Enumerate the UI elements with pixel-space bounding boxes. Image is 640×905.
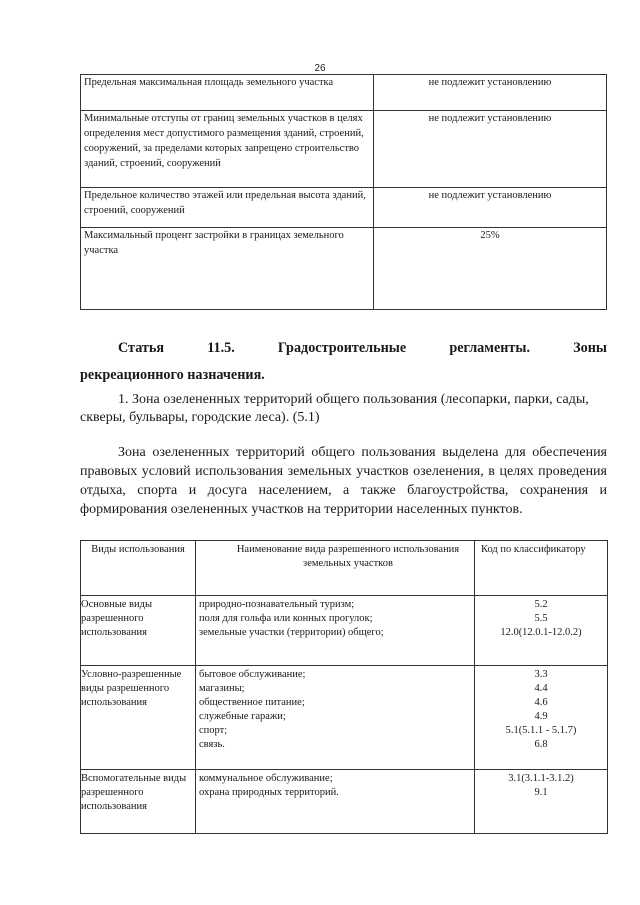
code-item: 5.5 <box>534 613 548 624</box>
code-item: 5.2 <box>534 599 548 610</box>
page-number: 26 <box>314 63 326 74</box>
category-cell: Вспомогательные виды разрешенного использования <box>81 770 196 834</box>
table-row <box>81 111 607 188</box>
header-use-name-text: Наименование вида разрешенного использования земельных участков <box>236 544 460 569</box>
table-row <box>81 75 607 111</box>
code-item: 3.3 <box>534 669 548 680</box>
list-item: земельные участки (территории) общего; <box>199 627 384 638</box>
table-row <box>81 666 608 770</box>
codes-cell <box>475 770 608 834</box>
param-cell: Предельная максимальная площадь земельного участка <box>81 75 374 111</box>
codes-cell <box>475 666 608 770</box>
list-item: общественное питание; <box>199 697 305 708</box>
value-cell: не подлежит установлению <box>374 111 607 188</box>
heading-word: Градостроительные <box>277 340 407 356</box>
list-item: поля для гольфа или конных прогулок; <box>199 613 373 624</box>
category-cell: Условно-разрешенные виды разрешенного использования <box>81 666 196 770</box>
list-item: природно-познавательный туризм; <box>199 599 355 610</box>
code-item: 4.9 <box>534 711 548 722</box>
article-heading-line2: рекреационного назначения. <box>80 367 265 383</box>
table-header-row <box>81 541 608 596</box>
heading-word: Статья <box>118 340 165 356</box>
param-cell: Максимальный процент застройки в границах земельного участка <box>81 228 374 310</box>
article-heading <box>80 340 607 357</box>
param-cell: Предельное количество этажей или предельная высота зданий, строений, сооружений <box>81 188 374 228</box>
code-item: 5.1(5.1.1 - 5.1.7) <box>505 725 577 736</box>
table-row <box>81 188 607 228</box>
value-cell: 25% <box>374 228 607 310</box>
list-item: магазины; <box>199 683 245 694</box>
list-item: бытовое обслуживание; <box>199 669 306 680</box>
header-use-name <box>196 541 475 596</box>
param-cell: Минимальные отступы от границ земельных участков в целях определения мест допустимого размещения зданий, строений, сооружений, за пределами которых запрещено строительство зданий, строений, сооружений <box>81 111 374 188</box>
codes-cell <box>475 596 608 666</box>
value-cell: не подлежит установлению <box>374 188 607 228</box>
items-cell <box>196 666 475 770</box>
list-item: коммунальное обслуживание; <box>199 773 333 784</box>
items-cell <box>196 596 475 666</box>
code-item: 3.1(3.1.1-3.1.2) <box>508 773 574 784</box>
code-item: 4.6 <box>534 697 548 708</box>
land-use-table <box>80 540 608 834</box>
table-row <box>81 770 608 834</box>
code-item: 6.8 <box>534 739 548 750</box>
code-item: 9.1 <box>534 787 548 798</box>
category-cell: Основные виды разрешенного использования <box>81 596 196 666</box>
heading-word: Зоны <box>573 340 607 356</box>
header-use-types: Виды использования <box>81 541 196 596</box>
zone-description: Зона озелененных территорий общего пользования выделена для обеспечения правовых условий использования земельных участков озеленения, в целях проведения отдыха, спорта и досуга населением, а также благоустройства, сохранения и формирования озелененных участков на территории населенных пунктов. <box>80 445 607 517</box>
list-item: служебные гаражи; <box>199 711 286 722</box>
list-item: связь. <box>199 739 225 750</box>
table-row <box>81 596 608 666</box>
value-cell: не подлежит установлению <box>374 75 607 111</box>
heading-word: регламенты. <box>449 340 531 356</box>
code-item: 4.4 <box>534 683 548 694</box>
header-code: Код по классификатору <box>475 541 608 596</box>
code-item: 12.0(12.0.1-12.0.2) <box>500 627 582 638</box>
table-row <box>81 228 607 310</box>
zone-title: 1. Зона озелененных территорий общего пользования (лесопарки, парки, сады, скверы, бульвары, городские леса). (5.1) <box>80 392 589 425</box>
list-item: спорт; <box>199 725 228 736</box>
items-cell <box>196 770 475 834</box>
heading-word: 11.5. <box>207 340 235 356</box>
parameters-table <box>80 74 607 310</box>
list-item: охрана природных территорий. <box>199 787 339 798</box>
